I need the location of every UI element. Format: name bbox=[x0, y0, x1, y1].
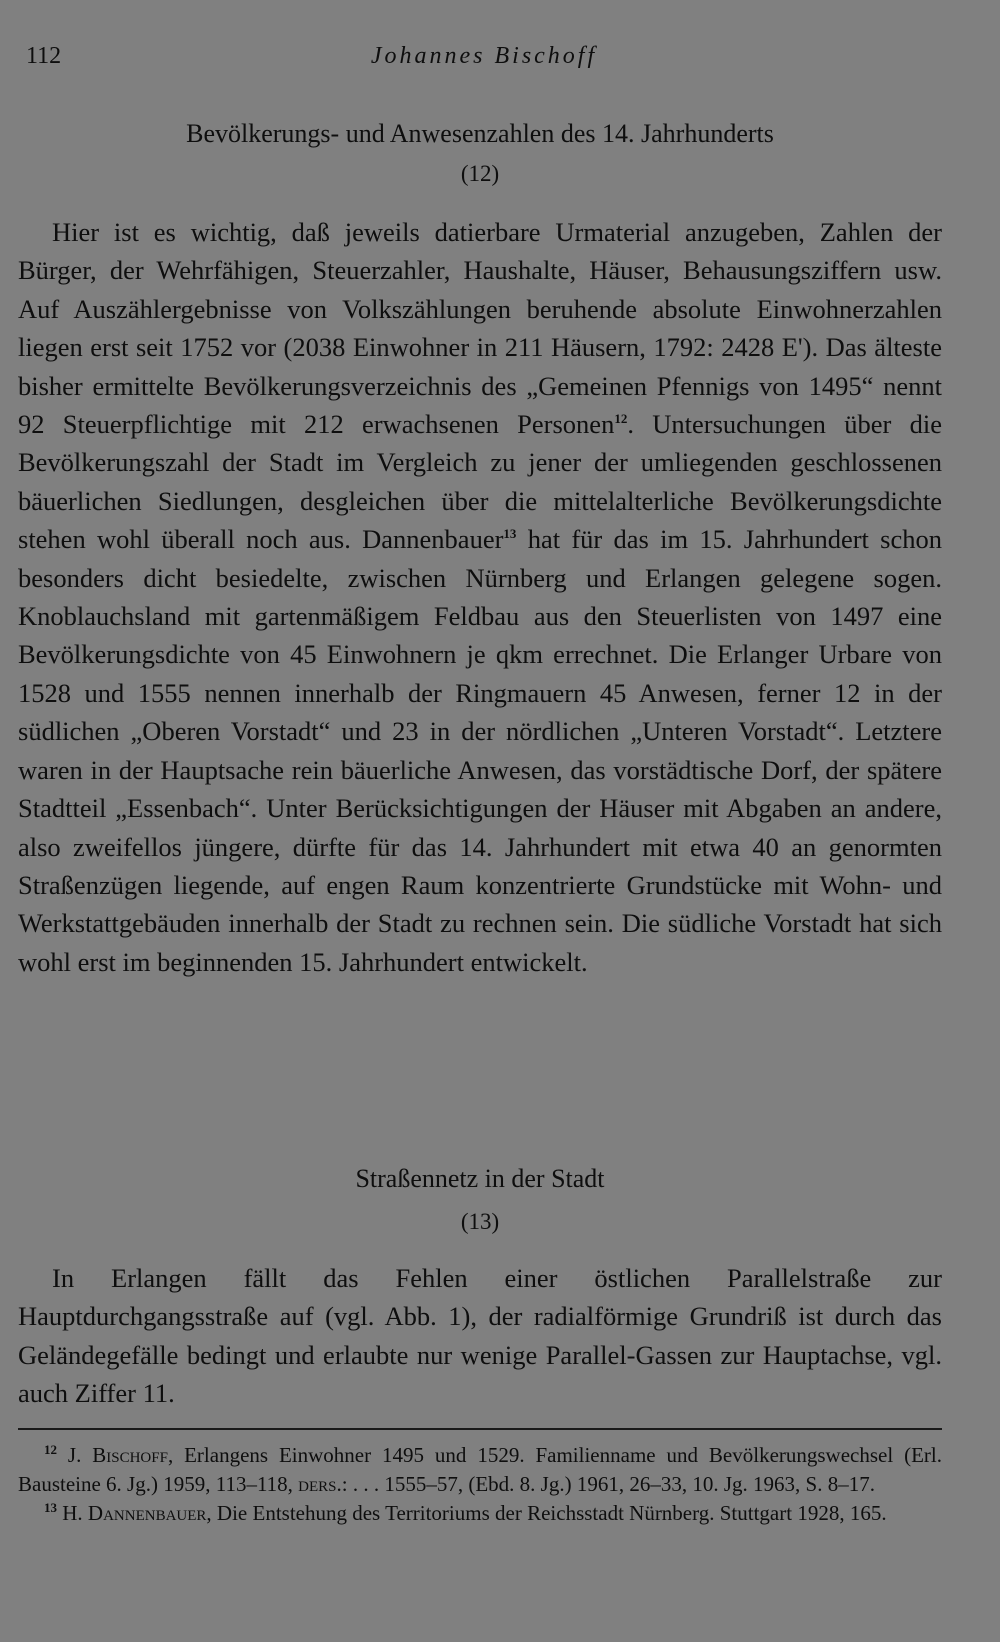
section-heading-13: Straßennetz in der Stadt bbox=[355, 1164, 605, 1193]
footnotes bbox=[18, 1441, 942, 1528]
footnote-author: H. Dannenbauer bbox=[62, 1501, 207, 1525]
footnote-text: , Die Entstehung des Territoriums der Reichsstadt Nürnberg. Stuttgart 1928, 165. bbox=[206, 1501, 887, 1525]
footnote-divider bbox=[18, 1428, 942, 1430]
footnote-13 bbox=[18, 1499, 942, 1528]
footnote-ders: ders. bbox=[298, 1472, 342, 1496]
page-header bbox=[26, 38, 942, 78]
document-page bbox=[18, 0, 942, 1642]
paragraph-text: hat für das im 15. Jahrhundert schon besonders dicht besiedelte, zwischen Nürnberg und Erlangen gelegene sogen. Knoblauchsland mit gartenmäßigem Feldbau aus den Steuerlisten von 1497 eine Bevölkerungsdichte von 45 Einwohnern je qkm errechnet. Die Erlanger Urbare von 1528 und 1555 nennen innerhalb der Ringmauern 45 Anwesen, ferner 12 in der südlichen „Oberen Vorstadt“ und 23 in der nördlichen „Unteren Vorstadt“. Letztere waren in der Hauptsache rein bäuerliche Anwesen, das vorstädtische Dorf, der spätere Stadtteil „Essenbach“. Unter Berücksichtigungen der Häuser mit Abgaben an andere, also zweifellos jüngere, dürfte für das 14. Jahrhundert mit etwa 40 an genormten Straßenzügen liegende, auf engen Raum konzentrierte Grundstücke mit Wohn- und Werkstattgebäuden innerhalb der Stadt zu rechnen sein. Die südliche Vorstadt hat sich wohl erst im beginnenden 15. Jahrhundert entwickelt. bbox=[18, 524, 942, 977]
footnote-12 bbox=[18, 1441, 942, 1499]
footnote-reference[interactable]: 12 bbox=[614, 411, 628, 427]
footnote-text: : . . . 1555–57, (Ebd. 8. Jg.) 1961, 26–33, 10. Jg. 1963, S. 8–17. bbox=[341, 1472, 875, 1496]
paragraph-text: Hier ist es wichtig, daß jeweils datierbare Urmaterial anzugeben, Zahlen der Bürger, der Wehrfähigen, Steuerzahler, Haushalte, Häuser, Behausungsziffern usw. Auf Auszählergebnisse von Volkszählungen beruhende absolute Einwohnerzahlen liegen erst seit 1752 vor (2038 Einwohner in 211 Häusern, 1792: 2428 E'). Das älteste bisher ermittelte Bevölkerungsverzeichnis des „Gemeinen Pfennigs von 1495“ nennt 92 Steuerpflichtige mit 212 erwachsenen Personen bbox=[18, 217, 942, 440]
running-title: Johannes Bischoff bbox=[370, 43, 598, 69]
page-number: 112 bbox=[26, 43, 62, 69]
footnote-text: , Erlangens Einwohner 1495 und 1529. Familienname und Bevölkerungswechsel (Erl. Bausteine 6. Jg.) 1959, 113–118, bbox=[18, 1443, 942, 1496]
section-12-paragraph bbox=[18, 213, 942, 981]
paragraph-text: . Untersuchungen über die Bevölkerungszahl der Stadt im Vergleich zu jener der umliegenden geschlossenen bäuerlichen Siedlungen, desgleichen über die mittelalterliche Bevölkerungsdichte stehen wohl überall noch aus. Dannenbauer bbox=[18, 409, 942, 555]
footnote-marker: 13 bbox=[44, 1500, 57, 1515]
footnote-author: J. Bischoff bbox=[67, 1443, 168, 1467]
footnote-reference[interactable]: 13 bbox=[503, 526, 517, 542]
section-number-12: (12) bbox=[460, 161, 500, 186]
section-heading-12: Bevölkerungs- und Anwesenzahlen des 14. Jahrhunderts bbox=[186, 119, 774, 148]
section-13-paragraph: In Erlangen fällt das Fehlen einer östlichen Parallelstraße zur Hauptdurchgangsstraße auf (vgl. Abb. 1), der radialförmige Grundriß ist durch das Geländegefälle bedingt und erlaubte nur wenige Parallel-Gassen zur Hauptachse, vgl. auch Ziffer 11. bbox=[18, 1263, 942, 1409]
footnote-marker: 12 bbox=[44, 1442, 57, 1457]
section-number-13: (13) bbox=[460, 1209, 500, 1234]
